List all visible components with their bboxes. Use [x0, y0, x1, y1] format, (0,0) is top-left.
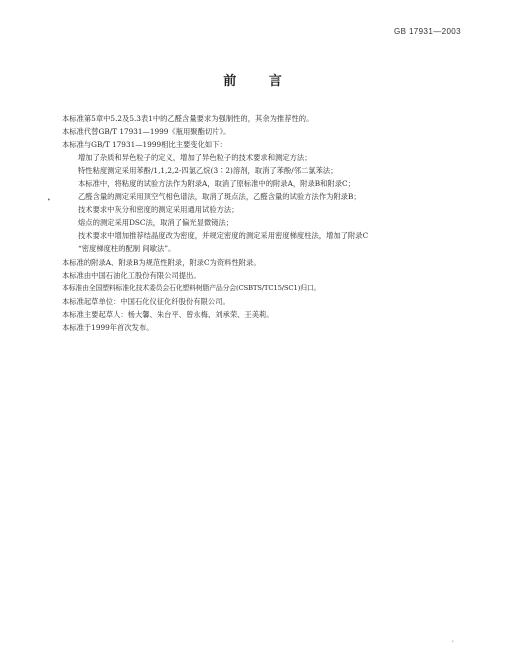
- paragraph-line: 本标准中，将粘度的试验方法作为附录A，取消了原标准中的附录A，附录B和附录C；: [78, 179, 355, 189]
- paragraph-line: 本标准的附录A、附录B为规范性附录，附录C为资料性附录。: [62, 257, 261, 267]
- foreword-body: [62, 112, 472, 334]
- paragraph-line: 特性粘度测定采用苯酚/1,1,2,2-四氯乙烷(3∶2)溶剂，取消了苯酚/邻二氯苯法；: [78, 166, 338, 176]
- paragraph-line: 技术要求中增加推荐结晶度改为密度，并规定密度的测定采用密度梯度柱法，增加了附录C: [78, 231, 369, 241]
- paragraph-line: 本标准由全国塑料标准化技术委员会石化塑料树脂产品分会(CSBTS/TC15/SC1)归口。: [62, 283, 321, 292]
- bullet-mark: •: [47, 197, 51, 204]
- paragraph-line: 本标准由中国石油化工股份有限公司提出。: [62, 270, 201, 280]
- page-title: 前 言: [223, 74, 296, 89]
- paragraph-line: 本标准主要起草人：杨大馨、朱台平、曾永梅、刘承荣、王美莉。: [62, 309, 274, 319]
- paragraph-line: 技术要求中灰分和密度的测定采用通用试验方法；: [78, 205, 239, 215]
- paragraph-line: 本标准与GB/T 17931—1999相比主要变化如下：: [62, 140, 227, 150]
- paragraph-line: 本标准代替GB/T 17931—1999《瓶用聚酯切片》。: [62, 127, 231, 137]
- paragraph-line: 乙醛含量的测定采用顶空气相色谱法，取消了斑点法，乙醛含量的试验方法作为附录B；: [78, 192, 361, 202]
- paragraph-line: “密度梯度柱的配制 间歇法”。: [78, 244, 176, 254]
- paragraph-line: 本标准第5章中5.2及5.3表1中的乙醛含量要求为强制性的，其余为推荐性的。: [62, 114, 314, 123]
- paragraph-line: 熔点的测定采用DSC法，取消了偏光显微镜法；: [78, 218, 234, 228]
- page-mark: ,: [452, 636, 454, 643]
- paragraph-line: 本标准于1999年首次发布。: [62, 322, 154, 332]
- paragraph-line: 本标准起草单位：中国石化仪征化纤股份有限公司。: [62, 296, 230, 306]
- paragraph-line: 增加了杂质和异色粒子的定义，增加了异色粒子的技术要求和测定方法；: [78, 153, 312, 163]
- standard-code: GB 17931—2003: [393, 27, 461, 36]
